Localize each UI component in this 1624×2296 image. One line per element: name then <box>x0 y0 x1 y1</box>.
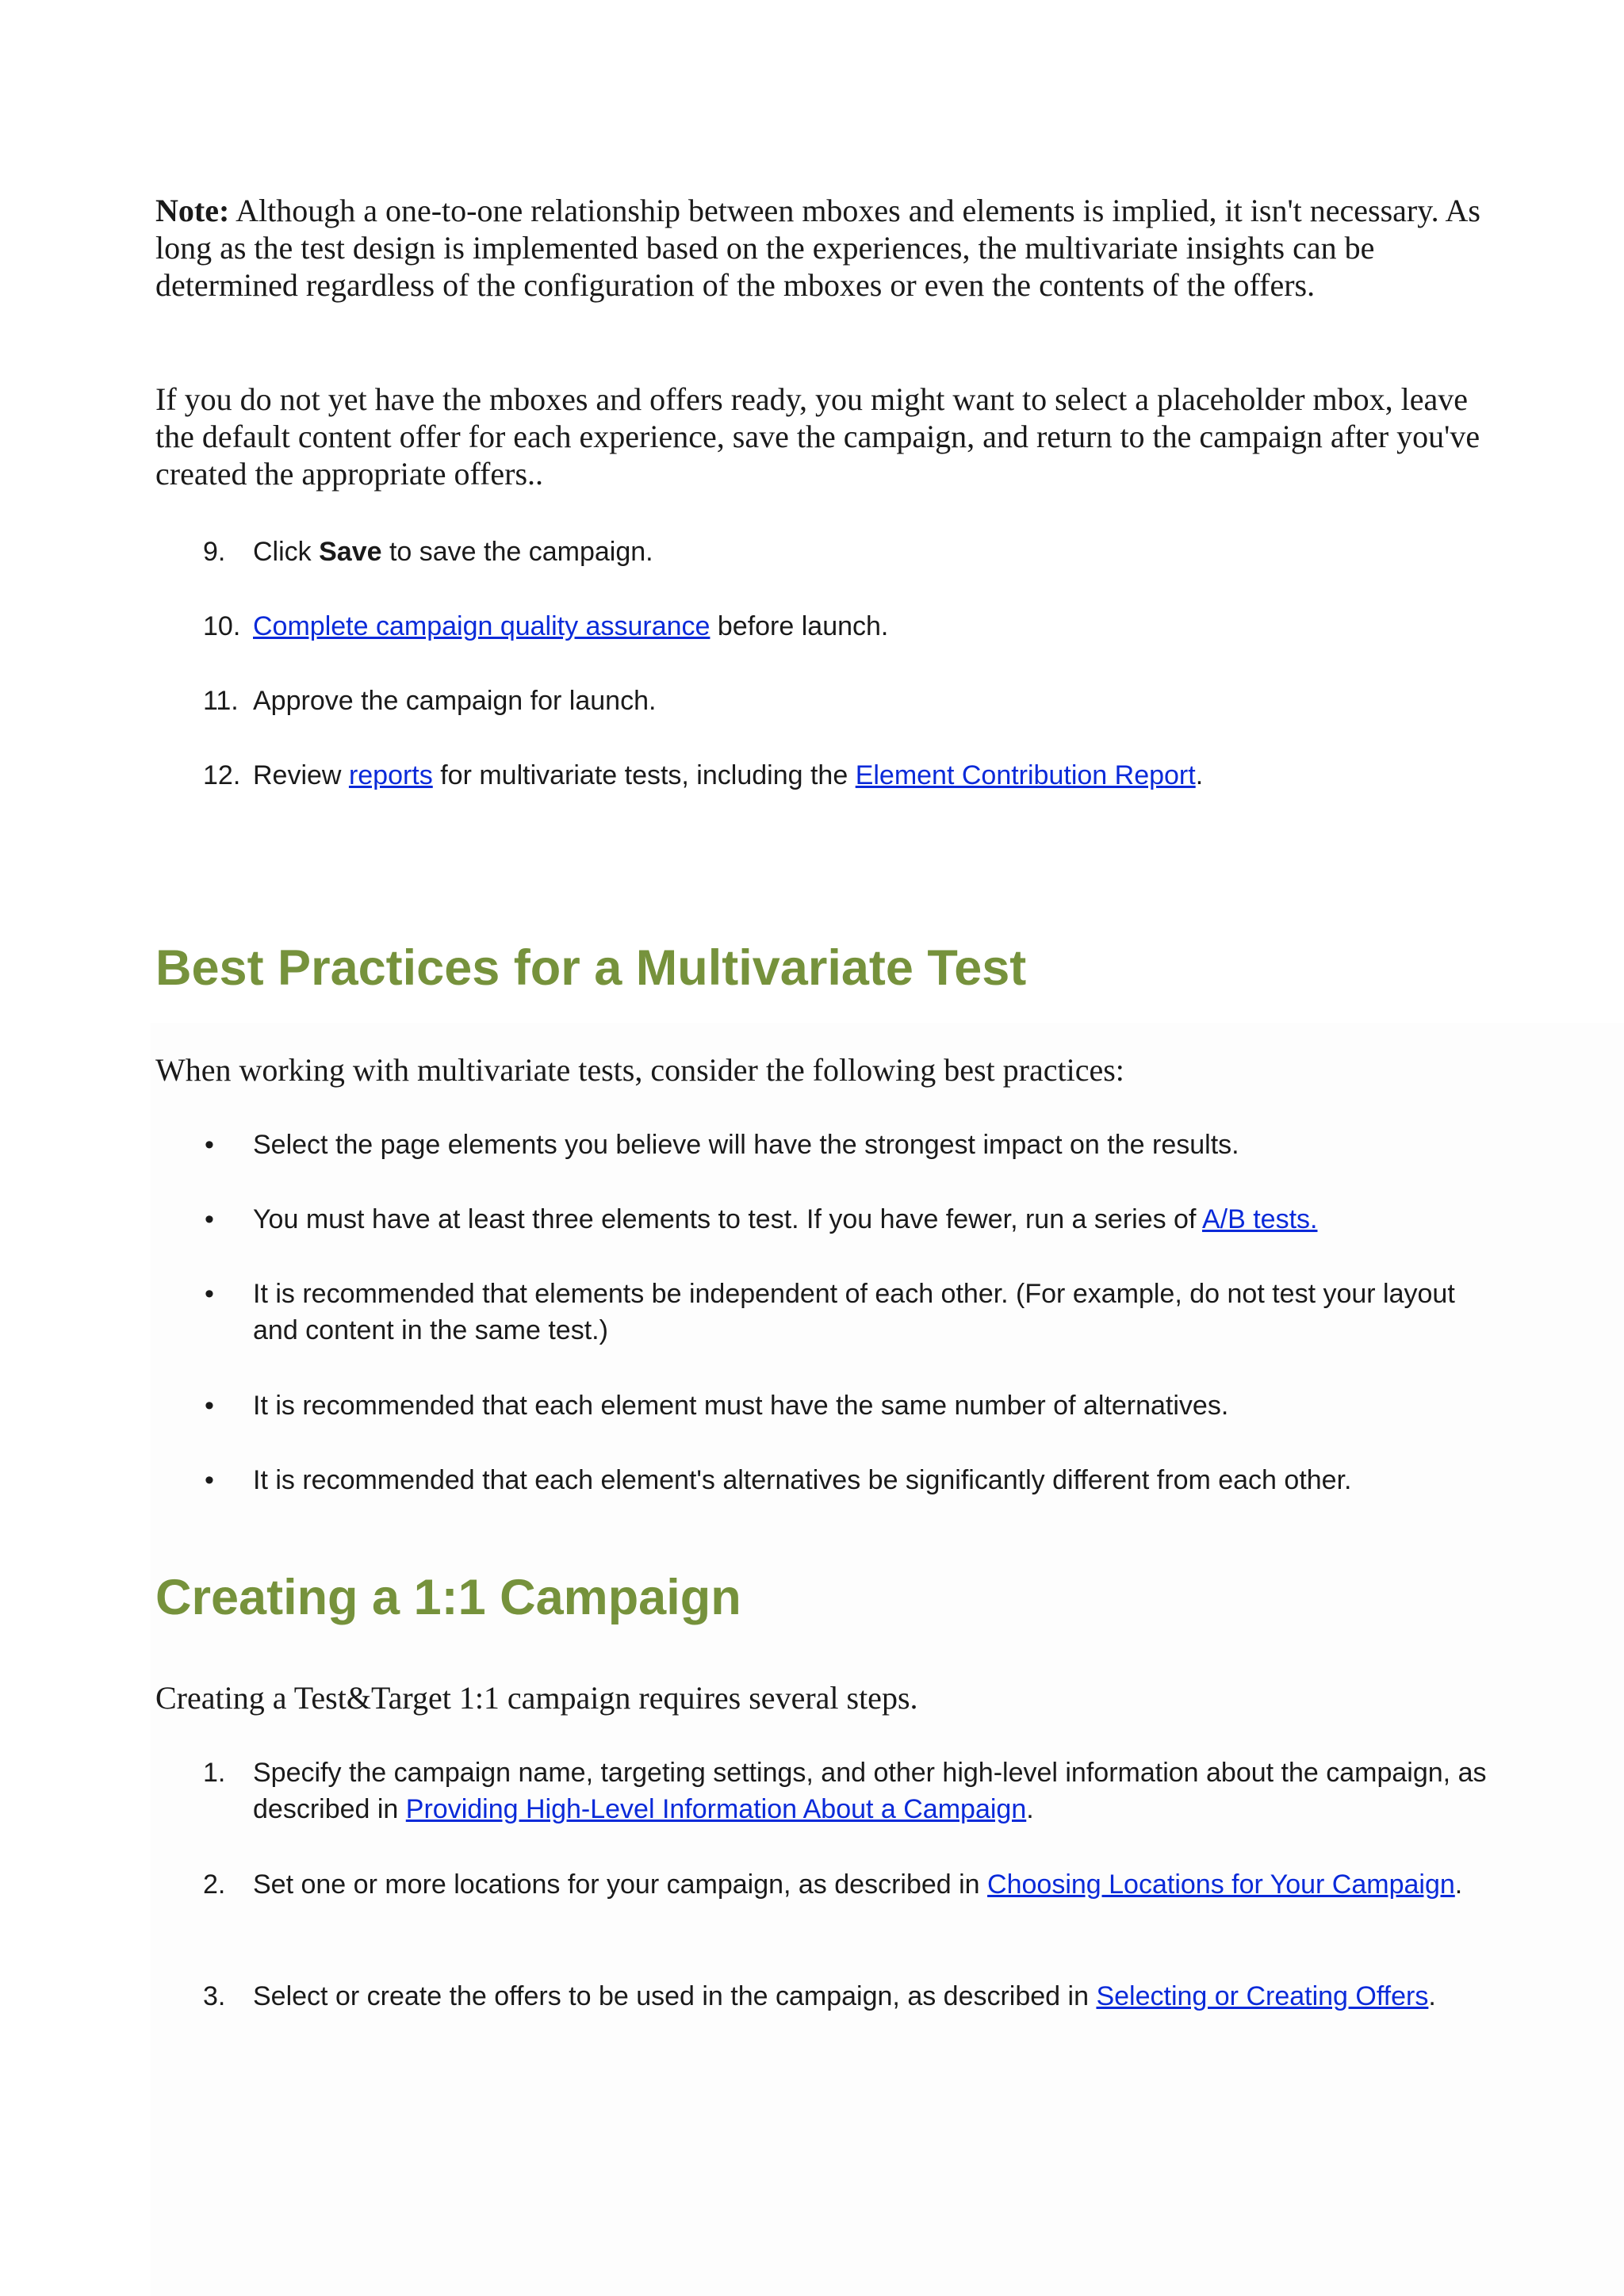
quality-assurance-link[interactable]: Complete campaign quality assurance <box>253 611 710 641</box>
choosing-locations-link[interactable]: Choosing Locations for Your Campaign <box>987 1869 1455 1900</box>
bullet-item <box>155 1276 1503 1349</box>
step-number: 2. <box>203 1869 226 1900</box>
step-number: 9. <box>203 537 226 567</box>
step-item <box>155 757 1503 794</box>
step-item <box>155 1866 1503 1939</box>
step-number: 1. <box>203 1758 226 1788</box>
step-item <box>155 534 1503 570</box>
bullet-item <box>155 1201 1503 1238</box>
bullet-icon: • <box>205 1130 214 1160</box>
bullet-icon: • <box>205 1204 214 1234</box>
bullet-text: It is recommended that each element's alternatives be significantly different from each other. <box>253 1465 1352 1495</box>
element-contribution-report-link[interactable]: Element Contribution Report <box>855 760 1196 790</box>
placeholder-paragraph: If you do not yet have the mboxes and offers ready, you might want to select a placeholder mbox, leave the default content offer for each experience, save the campaign, and return to the campaign after you've created the appropriate offers.. <box>155 381 1480 492</box>
step-number: 10. <box>203 611 241 641</box>
step-number: 11. <box>203 686 239 716</box>
bullet-icon: • <box>205 1391 214 1421</box>
high-level-info-link[interactable]: Providing High-Level Information About a Campaign <box>405 1794 1027 1824</box>
step-text: Complete campaign quality assurance before launch. <box>253 611 889 641</box>
bullet-icon: • <box>205 1279 214 1309</box>
step-text: Approve the campaign for launch. <box>253 686 657 716</box>
best-practices-heading: Best Practices for a Multivariate Test <box>155 940 1027 996</box>
step-item <box>155 1978 1503 2015</box>
note-text: Although a one-to-one relationship between mboxes and elements is implied, it isn't necessary. As long as the test design is implemented based on the experiences, the multivariate insights can be determined regardless of the configuration of the mboxes or even the contents of the offers. <box>155 193 1480 303</box>
bullet-text: It is recommended that each element must have the same number of alternatives. <box>253 1391 1229 1421</box>
bullet-item <box>155 1387 1503 1424</box>
step-text: Click Save to save the campaign. <box>253 537 653 567</box>
step-item <box>155 1755 1503 1827</box>
step-text: Select or create the offers to be used in the campaign, as described in Selecting or Creating Offers. <box>253 1981 1436 2011</box>
bullet-text: Select the page elements you believe will have the strongest impact on the results. <box>253 1130 1239 1160</box>
note-paragraph <box>155 192 1488 304</box>
step-item <box>155 683 1503 719</box>
step-text: Set one or more locations for your campaign, as described in Choosing Locations for Your Campaign. <box>253 1869 1463 1900</box>
note-label: Note: <box>155 193 230 228</box>
selecting-offers-link[interactable]: Selecting or Creating Offers <box>1096 1981 1429 2011</box>
step-number: 12. <box>203 760 241 790</box>
ab-tests-link[interactable]: A/B tests. <box>1201 1204 1318 1234</box>
one-to-one-heading: Creating a 1:1 Campaign <box>155 1570 741 1625</box>
bullet-text: You must have at least three elements to test. If you have fewer, run a series of A/B tests. <box>253 1204 1318 1234</box>
bullet-icon: • <box>205 1465 214 1495</box>
step-number: 3. <box>203 1981 226 2011</box>
bullet-item <box>155 1462 1503 1498</box>
step-item <box>155 608 1503 645</box>
bullet-item <box>155 1127 1503 1163</box>
step-text: Review reports for multivariate tests, including the Element Contribution Report. <box>253 760 1204 790</box>
bullet-text: It is recommended that elements be independent of each other. (For example, do not test your layout and content in the same test.) <box>253 1279 1455 1345</box>
best-practices-intro: When working with multivariate tests, consider the following best practices: <box>155 1052 1124 1088</box>
step-text: Specify the campaign name, targeting settings, and other high-level information about the campaign, as described in Providing High-Level Information About a Campaign. <box>253 1758 1487 1824</box>
save-label: Save <box>319 537 382 567</box>
reports-link[interactable]: reports <box>348 760 433 790</box>
one-to-one-intro: Creating a Test&Target 1:1 campaign requires several steps. <box>155 1680 918 1716</box>
